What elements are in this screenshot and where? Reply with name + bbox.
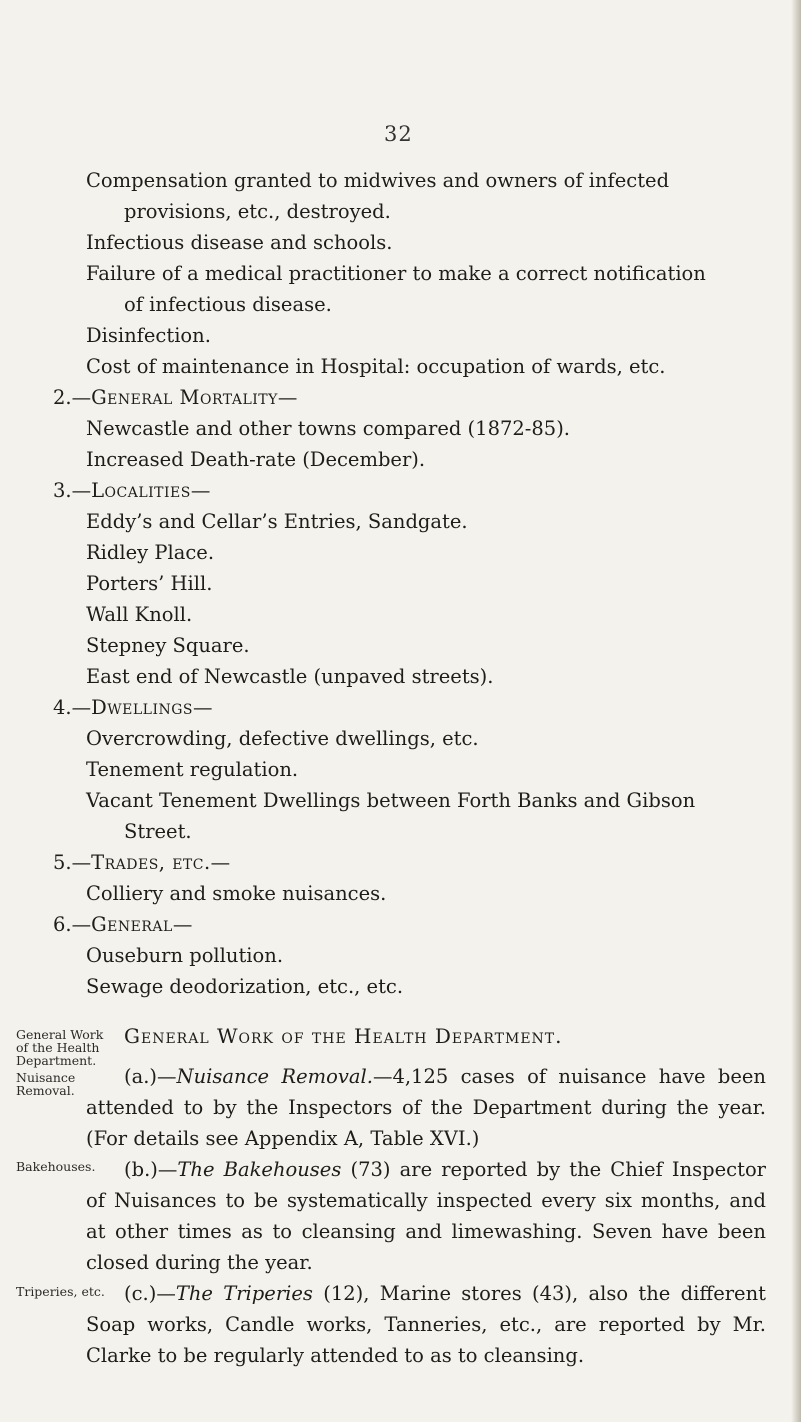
list-item: Disinfection. (86, 324, 211, 347)
section-title: Localities— (91, 479, 211, 502)
paragraph-label: (c.)— (124, 1282, 176, 1305)
section-title: Trades, etc.— (91, 851, 231, 874)
list-item: Tenement regulation. (86, 758, 299, 781)
section-title: General— (91, 913, 193, 936)
paragraph-text: (73) are reported by the Chief Inspector of Nuisances to be systematically inspected every six months, and at other times as to cleansing and limewashing. Seven have been closed during the year. (86, 1158, 766, 1274)
list-item: Eddy’s and Cellar’s Entries, Sandgate. (86, 510, 468, 533)
section-number: 5.— (53, 851, 92, 874)
list-item: Wall Knoll. (86, 603, 193, 626)
margin-note-bakehouses: Bakehouses. (16, 1159, 96, 1174)
section-number: 2.— (53, 386, 92, 409)
list-item: Sewage deodorization, etc., etc. (86, 975, 404, 998)
margin-note-nuisance: Nuisance Removal. (16, 1070, 76, 1098)
section-title: Dwellings— (91, 696, 214, 719)
list-item: Failure of a medical practitioner to make a correct notification (86, 262, 706, 285)
paragraph-title: The Triperies (175, 1282, 313, 1305)
list-item: Porters’ Hill. (86, 572, 213, 595)
section-heading (53, 385, 298, 411)
list-item: Infectious disease and schools. (86, 231, 393, 254)
paragraph-label: (a.)— (124, 1065, 177, 1088)
paragraph-nuisance-removal (86, 1061, 766, 1154)
section-heading (53, 695, 213, 721)
section-heading (53, 912, 193, 938)
section-title: General Mortality— (91, 386, 298, 409)
page-edge-shadow (791, 0, 801, 1422)
paragraph-title: Nuisance Removal. (176, 1065, 373, 1088)
paragraph-text: —4,125 cases of nuisance have been attended to by the Inspectors of the Department during the year. (For details see Appendix A, Table XVI.) (86, 1065, 766, 1150)
paragraph-title: The Bakehouses (177, 1158, 342, 1181)
list-item: East end of Newcastle (unpaved streets). (86, 665, 494, 688)
margin-note-triperies: Triperies, etc. (16, 1284, 105, 1299)
section-number: 3.— (53, 479, 92, 502)
list-item: Stepney Square. (86, 634, 250, 657)
paragraph-text: (12), Marine stores (43), also the different Soap works, Candle works, Tanneries, etc., are reported by Mr. Clarke to be regularly attended to as to cleansing. (86, 1282, 766, 1367)
list-item: Newcastle and other towns compared (1872-85). (86, 417, 570, 440)
list-item: Compensation granted to midwives and owners of infected (86, 169, 670, 192)
list-item: provisions, etc., destroyed. (124, 200, 391, 223)
list-item: Ouseburn pollution. (86, 944, 284, 967)
list-item: Street. (124, 820, 192, 843)
list-item: Colliery and smoke nuisances. (86, 882, 387, 905)
list-item: Overcrowding, defective dwellings, etc. (86, 727, 479, 750)
section-heading (53, 850, 231, 876)
section-number: 6.— (53, 913, 92, 936)
margin-note-general-work: General Work of the Health Department. (16, 1027, 104, 1068)
health-section-heading: General Work of the Health Department. (124, 1024, 563, 1048)
list-item: Vacant Tenement Dwellings between Forth Banks and Gibson (86, 789, 696, 812)
paragraph-label: (b.)— (124, 1158, 178, 1181)
list-item: Ridley Place. (86, 541, 215, 564)
list-item: Increased Death-rate (December). (86, 448, 426, 471)
section-number: 4.— (53, 696, 92, 719)
list-item: Cost of maintenance in Hospital: occupation of wards, etc. (86, 355, 666, 378)
paragraph-triperies (86, 1278, 766, 1371)
list-item: of infectious disease. (124, 293, 332, 316)
page-number: 32 (384, 122, 413, 146)
section-heading (53, 478, 211, 504)
paragraph-bakehouses (86, 1154, 766, 1278)
